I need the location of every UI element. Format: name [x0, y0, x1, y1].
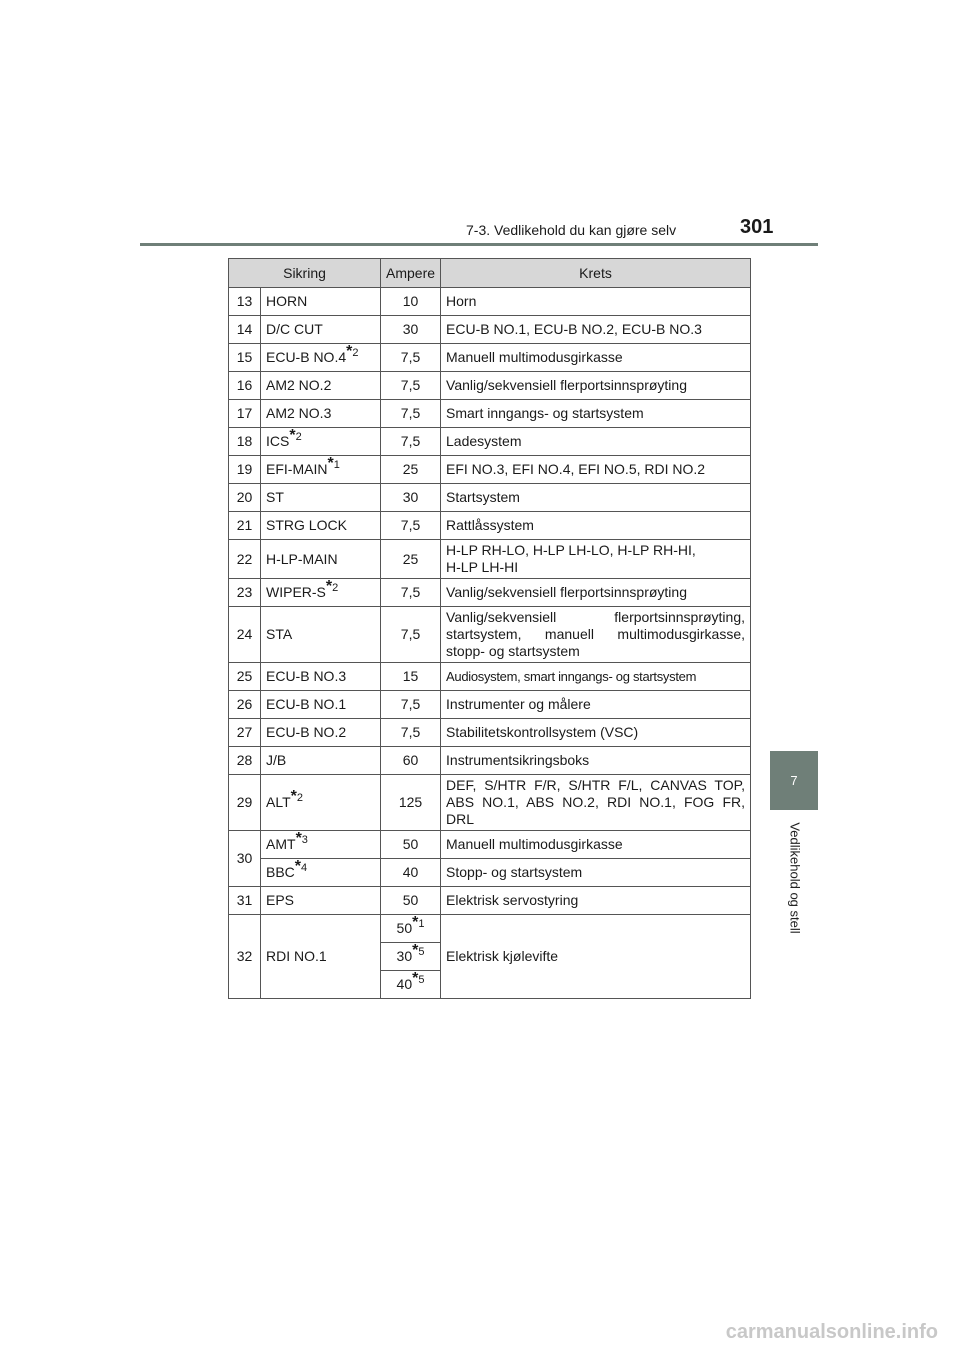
fuse-number: 28 [229, 747, 261, 775]
footnote-number: 2 [352, 347, 359, 360]
table-row [229, 372, 751, 400]
table-row [229, 887, 751, 915]
table-row [229, 719, 751, 747]
fuse-name: RDI NO.1 [261, 915, 381, 999]
fuse-ampere: 30 [381, 316, 441, 344]
fuse-name: ECU-B NO.1 [261, 691, 381, 719]
fuse-name [261, 775, 381, 831]
fuse-name-text: ICS [266, 433, 290, 449]
footnote-ref: *1 [412, 914, 425, 932]
table-row [229, 579, 751, 607]
ampere-value: 30 [396, 948, 413, 964]
footnote-ref: *2 [290, 788, 303, 806]
page-number: 301 [740, 216, 774, 238]
footnote-ref: *2 [325, 578, 339, 596]
fuse-circuit: Smart inngangs- og startsystem [441, 400, 751, 428]
fuse-number: 17 [229, 400, 261, 428]
fuse-circuit: Ladesystem [441, 428, 751, 456]
fuse-number: 19 [229, 456, 261, 484]
fuse-ampere [381, 915, 441, 943]
fuse-circuit: Elektrisk kjølevifte [441, 915, 751, 999]
fuse-name-text: AMT [266, 836, 296, 852]
fuse-number: 32 [229, 915, 261, 999]
fuse-ampere [381, 971, 441, 999]
footnote-ref: *1 [327, 455, 340, 473]
table-row [229, 663, 751, 691]
fuse-circuit: DEF, S/HTR F/R, S/HTR F/L, CANVAS TOP, ABS NO.1, ABS NO.2, RDI NO.1, FOG FR, DRL [441, 775, 751, 831]
fuse-circuit: Manuell multimodusgirkasse [441, 344, 751, 372]
table-row [229, 775, 751, 831]
footnote-ref: *2 [346, 343, 359, 361]
table-row [229, 607, 751, 663]
fuse-name: AM2 NO.2 [261, 372, 381, 400]
fuse-number: 27 [229, 719, 261, 747]
fuse-name: AM2 NO.3 [261, 400, 381, 428]
fuse-name [261, 859, 381, 887]
fuse-name: D/C CUT [261, 316, 381, 344]
fuse-ampere: 7,5 [381, 344, 441, 372]
fuse-number: 29 [229, 775, 261, 831]
fuse-name [261, 579, 381, 607]
fuse-name-text: WIPER-S [266, 584, 326, 600]
chapter-number: 7 [790, 773, 798, 788]
fuse-circuit: Audiosystem, smart inngangs- og startsystem [441, 663, 751, 691]
fuse-number: 16 [229, 372, 261, 400]
fuse-name-text: ECU-B NO.4 [266, 349, 347, 365]
fuse-ampere: 25 [381, 540, 441, 579]
fuse-ampere: 40 [381, 859, 441, 887]
fuse-number: 21 [229, 512, 261, 540]
fuse-ampere: 7,5 [381, 428, 441, 456]
table-header-row [229, 259, 751, 288]
footnote-number: 4 [301, 862, 308, 875]
footnote-number: 1 [333, 459, 340, 472]
fuse-table [228, 258, 751, 999]
fuse-ampere: 7,5 [381, 400, 441, 428]
fuse-name: ECU-B NO.3 [261, 663, 381, 691]
fuse-name [261, 831, 381, 859]
fuse-circuit: EFI NO.3, EFI NO.4, EFI NO.5, RDI NO.2 [441, 456, 751, 484]
footnote-number: 2 [296, 792, 303, 805]
fuse-name: H-LP-MAIN [261, 540, 381, 579]
table-row [229, 859, 751, 887]
fuse-number: 26 [229, 691, 261, 719]
footnote-ref: *4 [294, 858, 308, 876]
fuse-number: 13 [229, 288, 261, 316]
fuse-circuit: Stopp- og startsystem [441, 859, 751, 887]
fuse-name: J/B [261, 747, 381, 775]
fuse-name: ECU-B NO.2 [261, 719, 381, 747]
fuse-ampere: 30 [381, 484, 441, 512]
footnote-ref: *5 [412, 970, 425, 988]
footnote-number: 5 [418, 974, 425, 987]
fuse-number: 23 [229, 579, 261, 607]
fuse-number: 15 [229, 344, 261, 372]
table-row [229, 512, 751, 540]
fuse-name [261, 344, 381, 372]
fuse-ampere: 7,5 [381, 719, 441, 747]
fuse-name: ST [261, 484, 381, 512]
footnote-number: 1 [418, 918, 425, 931]
fuse-circuit: Stabilitetskontrollsystem (VSC) [441, 719, 751, 747]
table-row [229, 344, 751, 372]
circuit-line: H-LP LH-HI [446, 559, 519, 575]
fuse-name-text: BBC [266, 864, 295, 880]
fuse-number: 30 [229, 831, 261, 887]
fuse-circuit: Horn [441, 288, 751, 316]
fuse-ampere: 7,5 [381, 512, 441, 540]
fuse-number: 24 [229, 607, 261, 663]
fuse-circuit: Rattlåssystem [441, 512, 751, 540]
fuse-ampere: 7,5 [381, 607, 441, 663]
fuse-ampere: 60 [381, 747, 441, 775]
table-row [229, 316, 751, 344]
fuse-number: 22 [229, 540, 261, 579]
section-title: 7-3. Vedlikehold du kan gjøre selv [466, 222, 677, 238]
table-row [229, 288, 751, 316]
footnote-ref: *5 [412, 942, 425, 960]
fuse-ampere: 50 [381, 887, 441, 915]
watermark: carmanualsonline.info [725, 1321, 938, 1343]
header-divider [140, 243, 818, 246]
fuse-number: 18 [229, 428, 261, 456]
table-row [229, 915, 751, 943]
fuse-circuit: Vanlig/sekvensiell flerportsinnsprøyting, startsystem, manuell multimodusgirkasse, stopp- og startsystem [441, 607, 751, 663]
fuse-circuit: Instrumenter og målere [441, 691, 751, 719]
fuse-circuit: Startsystem [441, 484, 751, 512]
header-fuse: Sikring [229, 259, 381, 288]
header-ampere: Ampere [381, 259, 441, 288]
footnote-number: 5 [418, 946, 425, 959]
header-circuit: Krets [441, 259, 751, 288]
ampere-value: 50 [396, 920, 413, 936]
fuse-name: HORN [261, 288, 381, 316]
fuse-ampere: 7,5 [381, 372, 441, 400]
ampere-value: 40 [396, 976, 413, 992]
table-row [229, 831, 751, 859]
fuse-name-text: EFI-MAIN [266, 461, 328, 477]
fuse-circuit: Vanlig/sekvensiell flerportsinnsprøyting [441, 579, 751, 607]
fuse-circuit: ECU-B NO.1, ECU-B NO.2, ECU-B NO.3 [441, 316, 751, 344]
fuse-number: 25 [229, 663, 261, 691]
footnote-number: 2 [332, 582, 339, 595]
circuit-line: H-LP RH-LO, H-LP LH-LO, H-LP RH-HI, [446, 542, 696, 558]
fuse-circuit [441, 540, 751, 579]
fuse-ampere [381, 943, 441, 971]
fuse-ampere: 25 [381, 456, 441, 484]
fuse-name: STA [261, 607, 381, 663]
footnote-number: 3 [301, 834, 308, 847]
table-row [229, 400, 751, 428]
fuse-ampere: 15 [381, 663, 441, 691]
fuse-circuit: Elektrisk servostyring [441, 887, 751, 915]
table-row [229, 747, 751, 775]
fuse-ampere: 50 [381, 831, 441, 859]
fuse-ampere: 7,5 [381, 691, 441, 719]
footnote-number: 2 [295, 431, 302, 444]
fuse-circuit: Instrumentsikringsboks [441, 747, 751, 775]
fuse-circuit: Vanlig/sekvensiell flerportsinnsprøyting [441, 372, 751, 400]
table-row [229, 484, 751, 512]
fuse-number: 31 [229, 887, 261, 915]
table-row [229, 456, 751, 484]
fuse-name: STRG LOCK [261, 512, 381, 540]
fuse-ampere: 7,5 [381, 579, 441, 607]
fuse-name: EPS [261, 887, 381, 915]
footnote-ref: *2 [289, 427, 302, 445]
fuse-ampere: 10 [381, 288, 441, 316]
chapter-tab[interactable] [770, 751, 818, 810]
fuse-ampere: 125 [381, 775, 441, 831]
fuse-circuit: Manuell multimodusgirkasse [441, 831, 751, 859]
fuse-number: 14 [229, 316, 261, 344]
fuse-name [261, 456, 381, 484]
table-row [229, 540, 751, 579]
fuse-number: 20 [229, 484, 261, 512]
fuse-name-text: ALT [266, 794, 291, 810]
table-row [229, 428, 751, 456]
chapter-label: Vedlikehold og stell [787, 822, 803, 934]
table-row [229, 691, 751, 719]
fuse-name [261, 428, 381, 456]
footnote-ref: *3 [295, 830, 308, 848]
